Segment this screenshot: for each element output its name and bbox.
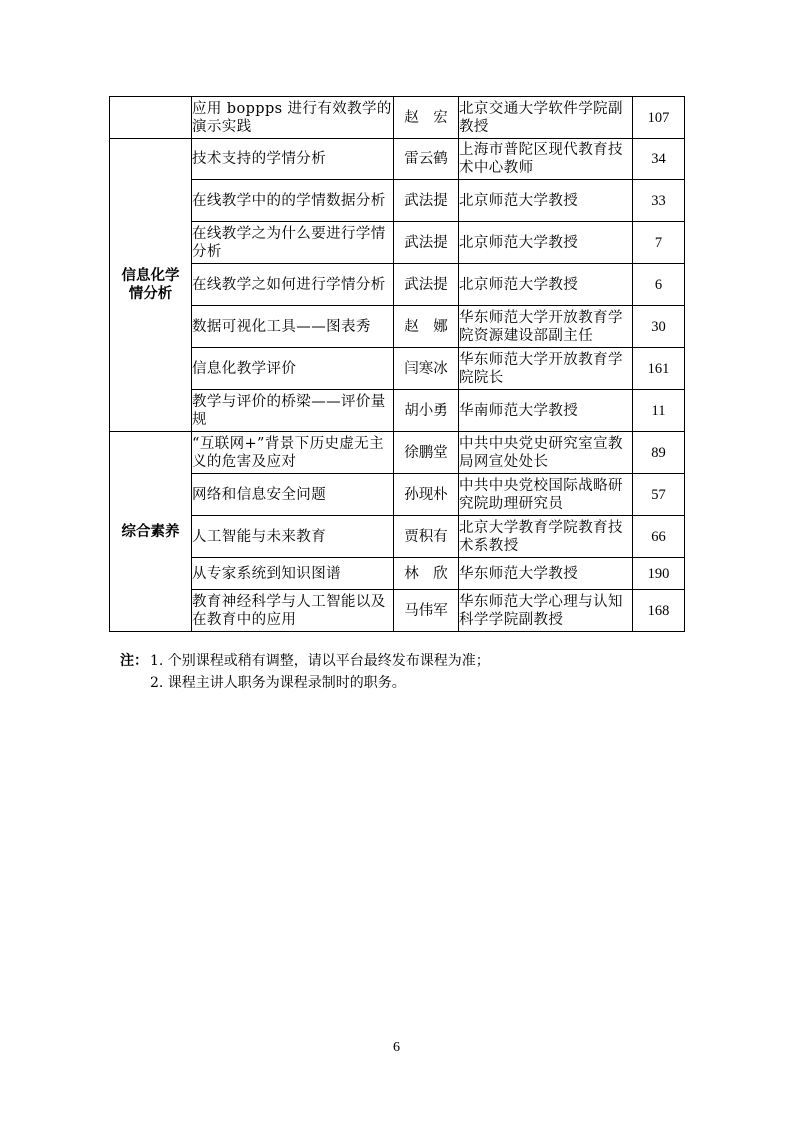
table-row — [110, 558, 685, 590]
table-row — [110, 590, 685, 632]
table-row — [110, 222, 685, 264]
view-count: 34 — [633, 139, 685, 180]
course-title: 教育神经科学与人工智能以及在教育中的应用 — [192, 590, 394, 632]
lecturer-position: 华东师范大学教授 — [459, 558, 633, 590]
notes-label: 注： — [120, 653, 148, 669]
view-count: 30 — [633, 306, 685, 348]
view-count: 190 — [633, 558, 685, 590]
table-row — [110, 432, 685, 474]
table-row — [110, 390, 685, 432]
course-title: 从专家系统到知识图谱 — [192, 558, 394, 590]
course-title: “互联网+”背景下历史虚无主义的危害及应对 — [192, 432, 394, 474]
view-count: 107 — [633, 97, 685, 139]
lecturer-position: 中共中央党史研究室宣教局网宣处处长 — [459, 432, 633, 474]
table-row — [110, 306, 685, 348]
course-title: 技术支持的学情分析 — [192, 139, 394, 180]
table-row — [110, 516, 685, 558]
lecturer-position: 华东师范大学心理与认知科学学院副教授 — [459, 590, 633, 632]
lecturer-position: 中共中央党校国际战略研究院助理研究员 — [459, 474, 633, 516]
table-row — [110, 139, 685, 180]
course-title: 数据可视化工具——图表秀 — [192, 306, 394, 348]
note-item-1: 1. 个别课程或稍有调整，请以平台最终发布课程为准； — [150, 653, 490, 669]
lecturer-name: 贾积有 — [394, 516, 459, 558]
lecturer-name: 林 欣 — [394, 558, 459, 590]
lecturer-position: 华东师范大学开放教育学院资源建设部副主任 — [459, 306, 633, 348]
lecturer-name: 武法提 — [394, 222, 459, 264]
view-count: 168 — [633, 590, 685, 632]
lecturer-position: 华南师范大学教授 — [459, 390, 633, 432]
lecturer-position: 北京交通大学软件学院副教授 — [459, 97, 633, 139]
category-informatization-analysis: 信息化学情分析 — [110, 139, 192, 432]
course-title: 信息化教学评价 — [192, 348, 394, 390]
view-count: 89 — [633, 432, 685, 474]
course-title: 在线教学之为什么要进行学情分析 — [192, 222, 394, 264]
course-title: 应用 boppps 进行有效教学的演示实践 — [192, 97, 394, 139]
table-row — [110, 180, 685, 222]
lecturer-position: 华东师范大学开放教育学院院长 — [459, 348, 633, 390]
lecturer-name: 马伟军 — [394, 590, 459, 632]
table-row — [110, 97, 685, 139]
view-count: 161 — [633, 348, 685, 390]
lecturer-name: 徐鹏堂 — [394, 432, 459, 474]
lecturer-name: 赵 娜 — [394, 306, 459, 348]
course-title: 人工智能与未来教育 — [192, 516, 394, 558]
view-count: 66 — [633, 516, 685, 558]
lecturer-position: 北京师范大学教授 — [459, 222, 633, 264]
lecturer-name: 雷云鹤 — [394, 139, 459, 180]
note-item-2: 2. 课程主讲人职务为课程录制时的职务。 — [150, 675, 406, 691]
lecturer-name: 胡小勇 — [394, 390, 459, 432]
view-count: 33 — [633, 180, 685, 222]
lecturer-position: 北京师范大学教授 — [459, 264, 633, 306]
table-row — [110, 348, 685, 390]
page-number: 6 — [393, 1040, 400, 1055]
course-title: 教学与评价的桥梁——评价量规 — [192, 390, 394, 432]
lecturer-name: 武法提 — [394, 264, 459, 306]
category-cell-empty — [110, 97, 192, 139]
table-row — [110, 474, 685, 516]
category-comprehensive-literacy: 综合素养 — [110, 432, 192, 632]
notes-section — [120, 650, 490, 694]
lecturer-name: 闫寒冰 — [394, 348, 459, 390]
course-table — [109, 96, 685, 632]
lecturer-name: 孙现朴 — [394, 474, 459, 516]
lecturer-name: 武法提 — [394, 180, 459, 222]
view-count: 11 — [633, 390, 685, 432]
table-row — [110, 264, 685, 306]
course-title: 在线教学中的的学情数据分析 — [192, 180, 394, 222]
lecturer-name: 赵 宏 — [394, 97, 459, 139]
course-title: 网络和信息安全问题 — [192, 474, 394, 516]
view-count: 7 — [633, 222, 685, 264]
view-count: 57 — [633, 474, 685, 516]
lecturer-position: 北京师范大学教授 — [459, 180, 633, 222]
course-title: 在线教学之如何进行学情分析 — [192, 264, 394, 306]
lecturer-position: 北京大学教育学院教育技术系教授 — [459, 516, 633, 558]
view-count: 6 — [633, 264, 685, 306]
lecturer-position: 上海市普陀区现代教育技术中心教师 — [459, 139, 633, 180]
